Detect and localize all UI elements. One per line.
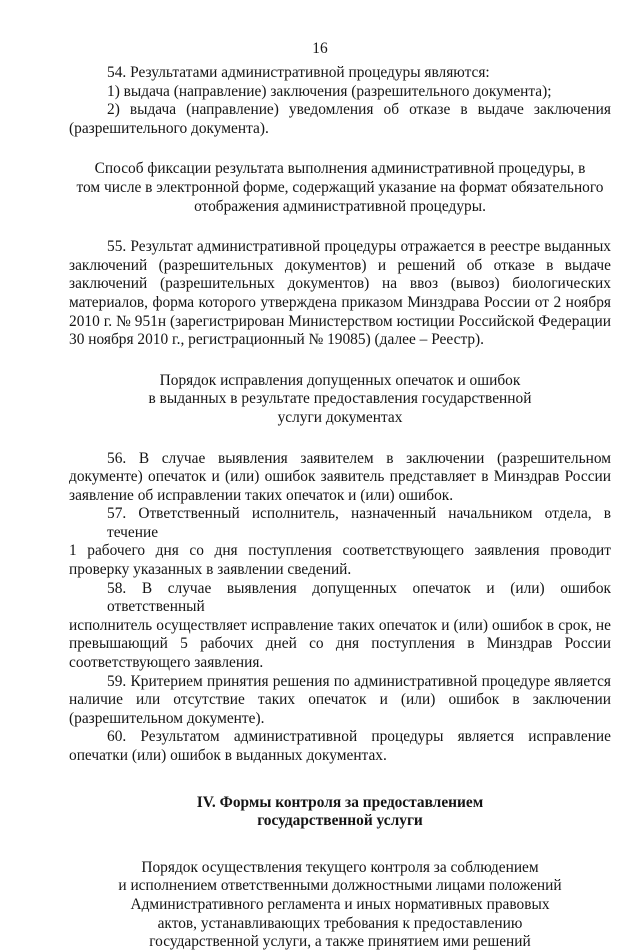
paragraph-59-line-3: (разрешительном документе).: [69, 709, 265, 727]
heading-control-line-1: Порядок осуществления текущего контроля за соблюдением: [141, 858, 539, 876]
paragraph-54-item-2: 2) выдача (направление) уведомления об отказе в выдаче заключения: [107, 101, 611, 119]
paragraph-55-line-3: заключений (разрешительных документов) на ввоз (вывоз) биологических: [69, 275, 611, 293]
chapter-4-heading-line-1: IV. Формы контроля за предоставлением: [196, 793, 484, 811]
paragraph-55-line-6: 30 ноября 2010 г., регистрационный № 19085) (далее – Реестр).: [69, 331, 485, 349]
paragraph-56-line-1: 56. В случае выявления заявителем в заключении (разрешительном: [107, 449, 611, 467]
document-body: [69, 64, 611, 952]
paragraph-55-line-1: 55. Результат административной процедуры отражается в реестре выданных: [107, 238, 611, 256]
paragraph-58-line-1: 58. В случае выявления допущенных опечаток и (или) ошибок ответственный: [107, 579, 611, 616]
paragraph-54: [69, 64, 611, 138]
heading-correction: [69, 372, 611, 428]
paragraph-54-item-2-cont: (разрешительного документа).: [69, 119, 269, 137]
heading-control-line-4: актов, устанавливающих требования к предоставлению: [157, 914, 523, 932]
heading-control-line-2: и исполнением ответственными должностными лицами положений: [118, 877, 562, 895]
heading-control-line-5: государственной услуги, а также принятием ими решений: [149, 933, 531, 951]
paragraph-55-line-4: материалов, форма которого утверждена приказом Минздрава России от 2 ноября: [69, 293, 611, 311]
paragraph-57-line-1: 57. Ответственный исполнитель, назначенный начальником отдела, в течение: [107, 505, 611, 541]
paragraph-54-line-1: 54. Результатами административной процедуры являются:: [107, 64, 490, 81]
paragraph-58-line-2: исполнитель осуществляет исправление таких опечаток и (или) ошибок в срок, не: [69, 616, 611, 634]
paragraph-58: [69, 580, 611, 673]
paragraph-56-line-3: заявление об исправлении таких опечаток и (или) ошибок.: [69, 486, 454, 504]
paragraph-57: [69, 505, 611, 579]
paragraph-58-line-4: соответствующего заявления.: [69, 654, 264, 672]
paragraph-55-line-5: 2010 г. № 951н (зарегистрирован Министерством юстиции Российской Федерации: [69, 312, 611, 330]
paragraph-56: [69, 450, 611, 506]
heading-control-line-3: Административного регламента и иных нормативных правовых: [130, 895, 550, 913]
heading-fixation: [69, 160, 611, 216]
paragraph-59-line-1: 59. Критерием принятия решения по административной процедуре является: [107, 672, 611, 690]
paragraph-58-line-3: превышающий 5 рабочих дней со дня поступления в Минздрав России: [69, 635, 611, 653]
chapter-4-heading-line-2: государственной услуги: [257, 812, 423, 830]
paragraph-55: [69, 238, 611, 350]
chapter-4-heading: [69, 794, 611, 831]
heading-correction-line-1: Порядок исправления допущенных опечаток и ошибок: [159, 371, 521, 389]
page-number: 16: [312, 40, 328, 57]
paragraph-57-line-3: проверку указанных в заявлении сведений.: [69, 561, 352, 579]
paragraph-56-line-2: документе) опечаток и (или) ошибок заявитель представляет в Минздрав России: [69, 468, 611, 486]
paragraph-55-line-2: заключений (разрешительных документов) и решений об отказе в выдаче: [69, 256, 611, 274]
heading-control: [69, 859, 611, 952]
heading-fixation-line-2: том числе в электронной форме, содержащий указание на формат обязательного: [76, 178, 604, 196]
paragraph-54-item-1: 1) выдача (направление) заключения (разрешительного документа);: [107, 82, 552, 100]
heading-correction-line-3: услуги документах: [277, 408, 403, 426]
paragraph-60-line-2: опечатки (или) ошибок в выданных документах.: [69, 747, 387, 764]
paragraph-59-line-2: наличие или отсутствие таких опечаток и (или) ошибок в заключении: [69, 691, 611, 709]
heading-correction-line-2: в выданных в результате предоставления государственной: [148, 390, 532, 408]
paragraph-59: [69, 673, 611, 729]
paragraph-60: [69, 728, 611, 765]
heading-fixation-line-3: отображения административной процедуры.: [194, 197, 486, 215]
paragraph-60-line-1: 60. Результатом административной процедуры является исправление: [107, 728, 611, 746]
heading-fixation-line-1: Способ фиксации результата выполнения административной процедуры, в: [94, 160, 586, 178]
paragraph-57-line-2: 1 рабочего дня со дня поступления соответствующего заявления проводит: [69, 542, 611, 560]
